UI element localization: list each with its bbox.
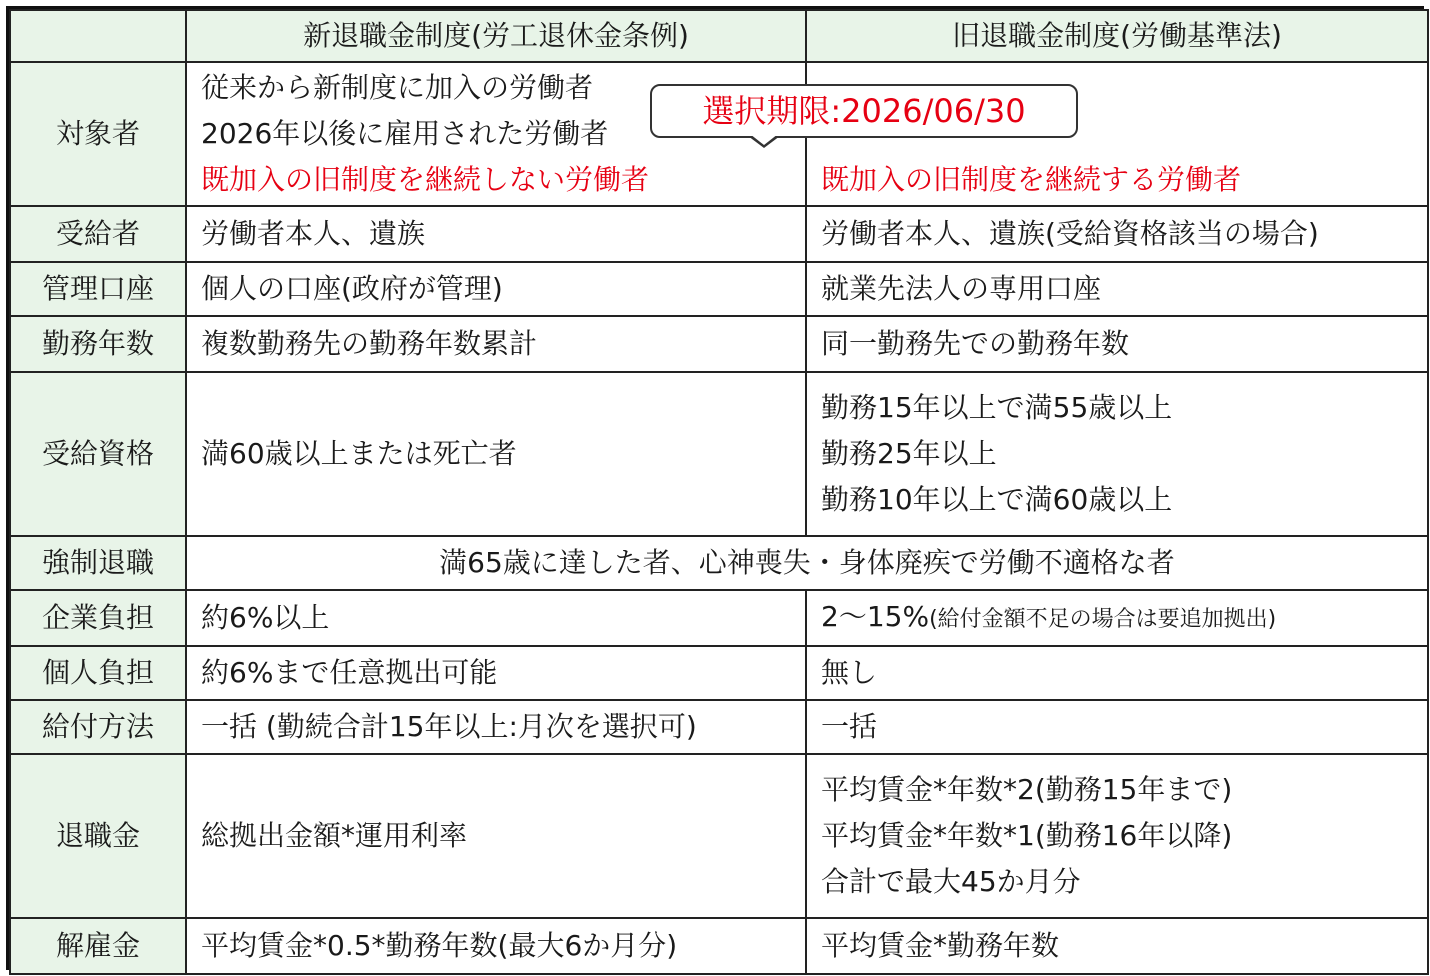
row-label-recipient: 受給者 bbox=[10, 206, 186, 262]
table-row bbox=[10, 754, 1428, 918]
recipient-old: 労働者本人、遺族(受給資格該当の場合) bbox=[806, 206, 1428, 262]
forced-retirement-both: 満65歳に達した者、心神喪失・身体廃疾で労働不適格な者 bbox=[186, 536, 1428, 590]
target-new-line-3: 既加入の旧制度を継続しない労働者 bbox=[201, 163, 650, 196]
row-label-forced-retirement: 強制退職 bbox=[10, 536, 186, 590]
table-row bbox=[10, 262, 1428, 316]
deadline-callout: 選択期限:2026/06/30 bbox=[650, 84, 1078, 138]
row-label-employer-burden: 企業負担 bbox=[10, 590, 186, 646]
eligibility-old-line-3: 勤務10年以上で満60歳以上 bbox=[821, 483, 1173, 516]
row-label-target: 対象者 bbox=[10, 62, 186, 206]
table-row bbox=[10, 536, 1428, 590]
payment-old: 一括 bbox=[806, 700, 1428, 754]
corner-cell bbox=[10, 10, 186, 62]
eligibility-old-line-2: 勤務25年以上 bbox=[821, 437, 997, 470]
comparison-table bbox=[6, 6, 1424, 970]
table-row bbox=[10, 700, 1428, 754]
employer-burden-old-cell bbox=[806, 590, 1428, 646]
header-old-system: 旧退職金制度(労働基準法) bbox=[806, 10, 1428, 62]
service-years-old: 同一勤務先での勤務年数 bbox=[806, 316, 1428, 372]
table-row bbox=[10, 918, 1428, 974]
personal-burden-new: 約6%まで任意拠出可能 bbox=[186, 646, 806, 700]
retirement-pay-new: 総拠出金額*運用利率 bbox=[186, 754, 806, 918]
retirement-comparison-table bbox=[9, 9, 1429, 975]
row-label-payment: 給付方法 bbox=[10, 700, 186, 754]
eligibility-old-cell bbox=[806, 372, 1428, 536]
personal-burden-old: 無し bbox=[806, 646, 1428, 700]
header-row bbox=[10, 10, 1428, 62]
row-label-retirement-pay: 退職金 bbox=[10, 754, 186, 918]
callout-tail-inner bbox=[750, 134, 778, 145]
retirement-pay-old-line-2: 平均賃金*年数*1(勤務16年以降) bbox=[821, 819, 1233, 852]
account-new: 個人の口座(政府が管理) bbox=[186, 262, 806, 316]
header-new-system: 新退職金制度(労工退休金条例) bbox=[186, 10, 806, 62]
row-label-eligibility: 受給資格 bbox=[10, 372, 186, 536]
row-label-service-years: 勤務年数 bbox=[10, 316, 186, 372]
employer-burden-old-main: 2～15% bbox=[821, 599, 930, 633]
table-row bbox=[10, 372, 1428, 536]
retirement-pay-old-cell bbox=[806, 754, 1428, 918]
row-label-severance: 解雇金 bbox=[10, 918, 186, 974]
table-row bbox=[10, 590, 1428, 646]
target-new-line-2: 2026年以後に雇用された労働者 bbox=[201, 117, 609, 150]
payment-new: 一括 (勤続合計15年以上:月次を選択可) bbox=[186, 700, 806, 754]
retirement-pay-old-line-3: 合計で最大45か月分 bbox=[821, 865, 1081, 898]
service-years-new: 複数勤務先の勤務年数累計 bbox=[186, 316, 806, 372]
target-old-line-1: 既加入の旧制度を継続する労働者 bbox=[821, 163, 1242, 196]
table-row bbox=[10, 316, 1428, 372]
severance-new: 平均賃金*0.5*勤務年数(最大6か月分) bbox=[186, 918, 806, 974]
table-row bbox=[10, 206, 1428, 262]
employer-burden-old-note: (給付金額不足の場合は要追加拠出) bbox=[929, 606, 1277, 632]
account-old: 就業先法人の専用口座 bbox=[806, 262, 1428, 316]
recipient-new: 労働者本人、遺族 bbox=[186, 206, 806, 262]
row-label-account: 管理口座 bbox=[10, 262, 186, 316]
target-new-line-1: 従来から新制度に加入の労働者 bbox=[201, 71, 594, 104]
employer-burden-new: 約6%以上 bbox=[186, 590, 806, 646]
eligibility-old-line-1: 勤務15年以上で満55歳以上 bbox=[821, 391, 1173, 424]
severance-old: 平均賃金*勤務年数 bbox=[806, 918, 1428, 974]
retirement-pay-old-line-1: 平均賃金*年数*2(勤務15年まで) bbox=[821, 773, 1233, 806]
eligibility-new: 満60歳以上または死亡者 bbox=[186, 372, 806, 536]
table-row bbox=[10, 646, 1428, 700]
row-label-personal-burden: 個人負担 bbox=[10, 646, 186, 700]
